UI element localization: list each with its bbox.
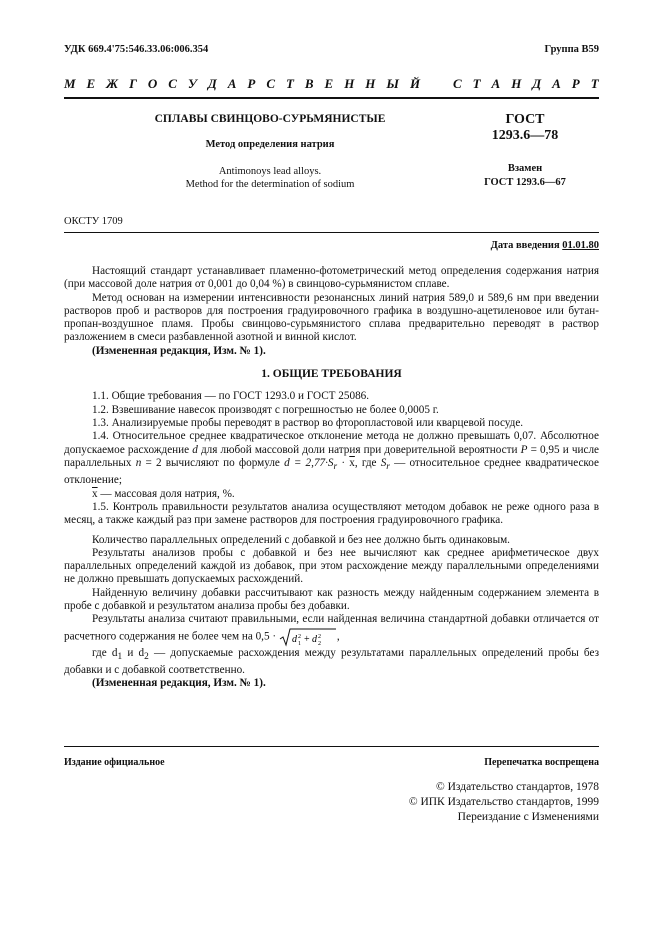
intro-date — [491, 240, 599, 251]
group-code: Группа В59 — [544, 44, 599, 55]
svg-text:+: + — [303, 633, 310, 645]
banner-letter: Д — [207, 76, 217, 91]
banner-letter: Т — [590, 76, 599, 91]
banner-letter: В — [304, 76, 314, 91]
banner-letter: Е — [324, 76, 334, 91]
banner-letter: Н — [344, 76, 355, 91]
banner-letter: Р — [571, 76, 580, 91]
clause-1-2: 1.2. Взвешивание навесок производят с погрешностью не более 0,0005 г. — [92, 403, 439, 416]
banner-letter: Г — [129, 76, 137, 91]
intro-date-value: 01.01.80 — [562, 240, 599, 251]
gost-designation — [460, 112, 590, 144]
banner-letter: Н — [511, 76, 522, 91]
replaces-number: ГОСТ 1293.6—67 — [484, 177, 566, 188]
clause-1-3: 1.3. Анализируемые пробы переводят в раствор во фторопластовой или кварцевой посуде. — [92, 416, 524, 429]
clause-1-5-correctness: Результаты анализа считают правильными, если найденная величина стандартной добавки отличается от расчетного содержания не более чем на 0,5 · d 2 1 + d 2 2 , — [64, 613, 599, 647]
svg-text:d: d — [311, 633, 317, 645]
interstate-standard-banner — [64, 76, 599, 92]
english-title: Antimonoys lead alloys. — [218, 166, 322, 177]
section-1-revision-note: (Измененная редакция, Изм. № 1). — [92, 677, 266, 690]
clause-1-5: 1.5. Контроль правильности результатов анализа осуществляют методом добавок не реже одного раза в месяц, а также каждый раз при замене растворов для построения градуировочного графика. — [64, 500, 599, 527]
clause-1-5-additive: Найденную величину добавки рассчитывают как разность между найденным содержанием элемента в пробе с добавкой и результатом анализа пробы без добавки. — [64, 586, 599, 613]
reprint-prohibited: Перепечатка воспрещена — [484, 757, 599, 768]
banner-letter: А — [552, 76, 561, 91]
svg-text:2: 2 — [297, 633, 301, 640]
banner-letter: Н — [365, 76, 376, 91]
footer-divider — [64, 746, 599, 747]
banner-letter: Ж — [106, 76, 119, 91]
gost-number: 1293.6—78 — [491, 128, 559, 143]
english-subtitle: Method for the determination of sodium — [185, 179, 355, 190]
svg-text:2: 2 — [317, 640, 321, 647]
banner-letter: Д — [532, 76, 542, 91]
clause-1-5-parallel: Количество параллельных определений с добавкой и без нее должно быть одинаковым. — [92, 533, 510, 546]
document-body — [64, 265, 599, 691]
clause-1-5-results: Результаты анализов пробы с добавкой и без нее вычисляют как среднее арифметическое двух параллельных определений каждой из добавок, при этом расхождение между параллельными определениями не должно превышать допускаемых расхождений. — [64, 546, 599, 586]
banner-letter: О — [147, 76, 158, 91]
banner-letter: У — [187, 76, 197, 91]
clause-1-5-where: где $d_1$ и $d_2$ — допускаемые расхождения между результатами параллельных определений пробы без добавки и с добавкой соответственно. — [64, 646, 599, 677]
banner-letter: Р — [247, 76, 256, 91]
clause-1-4: 1.4. Относительное среднее квадратическое отклонение метода не должно превышать 0,07. Абсолютное допускаемое расхождение d для любой массовой доли натрия при доверительной вероятности P = 0,95 и числе параллельных n = 2 вычисляют по формуле $d = 2,77\cdot S_r \cdot \overline{x}$, где $S_r$ — относительное среднее квадратическое отклонение; — [64, 430, 599, 487]
intro-paragraph-2: Метод основан на измерении интенсивности резонансных линий натрия 589,0 и 589,6 нм при введении растворов проб и растворов для построения градуировочного графика в воздушно-ацетиленовое или бутан-пропан-воздушное пламя. Пробы свинцово-сурьмянистого сплава предварительно переводят в раствор разложением в смеси разбавленной азотной и винной кислот. — [64, 291, 599, 344]
clause-1-1: 1.1. Общие требования — по ГОСТ 1293.0 и ГОСТ 25086. — [92, 390, 370, 403]
banner-letter: С — [452, 76, 462, 91]
banner-letter: С — [266, 76, 276, 91]
document-title: СПЛАВЫ СВИНЦОВО-СУРЬМЯНИСТЫЕ — [154, 113, 386, 125]
banner-letter: А — [491, 76, 501, 91]
document-subtitle: Метод определения натрия — [205, 139, 335, 150]
intro-revision-note: (Измененная редакция, Изм. № 1). — [92, 344, 266, 357]
svg-text:2: 2 — [317, 633, 321, 640]
svg-text:1: 1 — [297, 640, 301, 647]
banner-letter: А — [227, 76, 237, 91]
reissue-note: Переиздание с Изменениями — [457, 811, 599, 823]
copyright-1999: © ИПК Издательство стандартов, 1999 — [408, 796, 599, 808]
banner-letter: С — [168, 76, 177, 91]
banner-letter: М — [64, 76, 76, 91]
udk-code: УДК 669.4'75:546.33.06:006.354 — [64, 44, 209, 55]
okstu-divider — [64, 232, 599, 233]
banner-letter: Ы — [386, 76, 399, 91]
gost-label: ГОСТ — [505, 112, 545, 127]
header-divider — [64, 97, 599, 99]
intro-date-label: Дата введения — [490, 240, 560, 251]
copyright-1978: © Издательство стандартов, 1978 — [435, 781, 599, 793]
banner-letter: Т — [285, 76, 294, 91]
intro-paragraph-1: Настоящий стандарт устанавливает пламенно-фотометрический метод определения содержания натрия (при массовой доле натрия от 0,001 до 0,04 %) в свинцово-сурьмянистом сплаве. — [64, 265, 599, 291]
banner-letter: Е — [86, 76, 96, 91]
clause-1-4-x-definition: $\overline{x}$ — массовая доля натрия, %. — [92, 487, 235, 500]
banner-letter: Й — [409, 76, 421, 91]
sqrt-formula — [279, 627, 337, 647]
replaces-label: Взамен — [507, 163, 543, 174]
section-1-heading: 1. ОБЩИЕ ТРЕБОВАНИЯ — [261, 368, 402, 381]
okstu-code: ОКСТУ 1709 — [64, 216, 123, 227]
banner-letter: Т — [472, 76, 481, 91]
official-edition: Издание официальное — [64, 757, 165, 768]
svg-text:d: d — [291, 633, 297, 645]
